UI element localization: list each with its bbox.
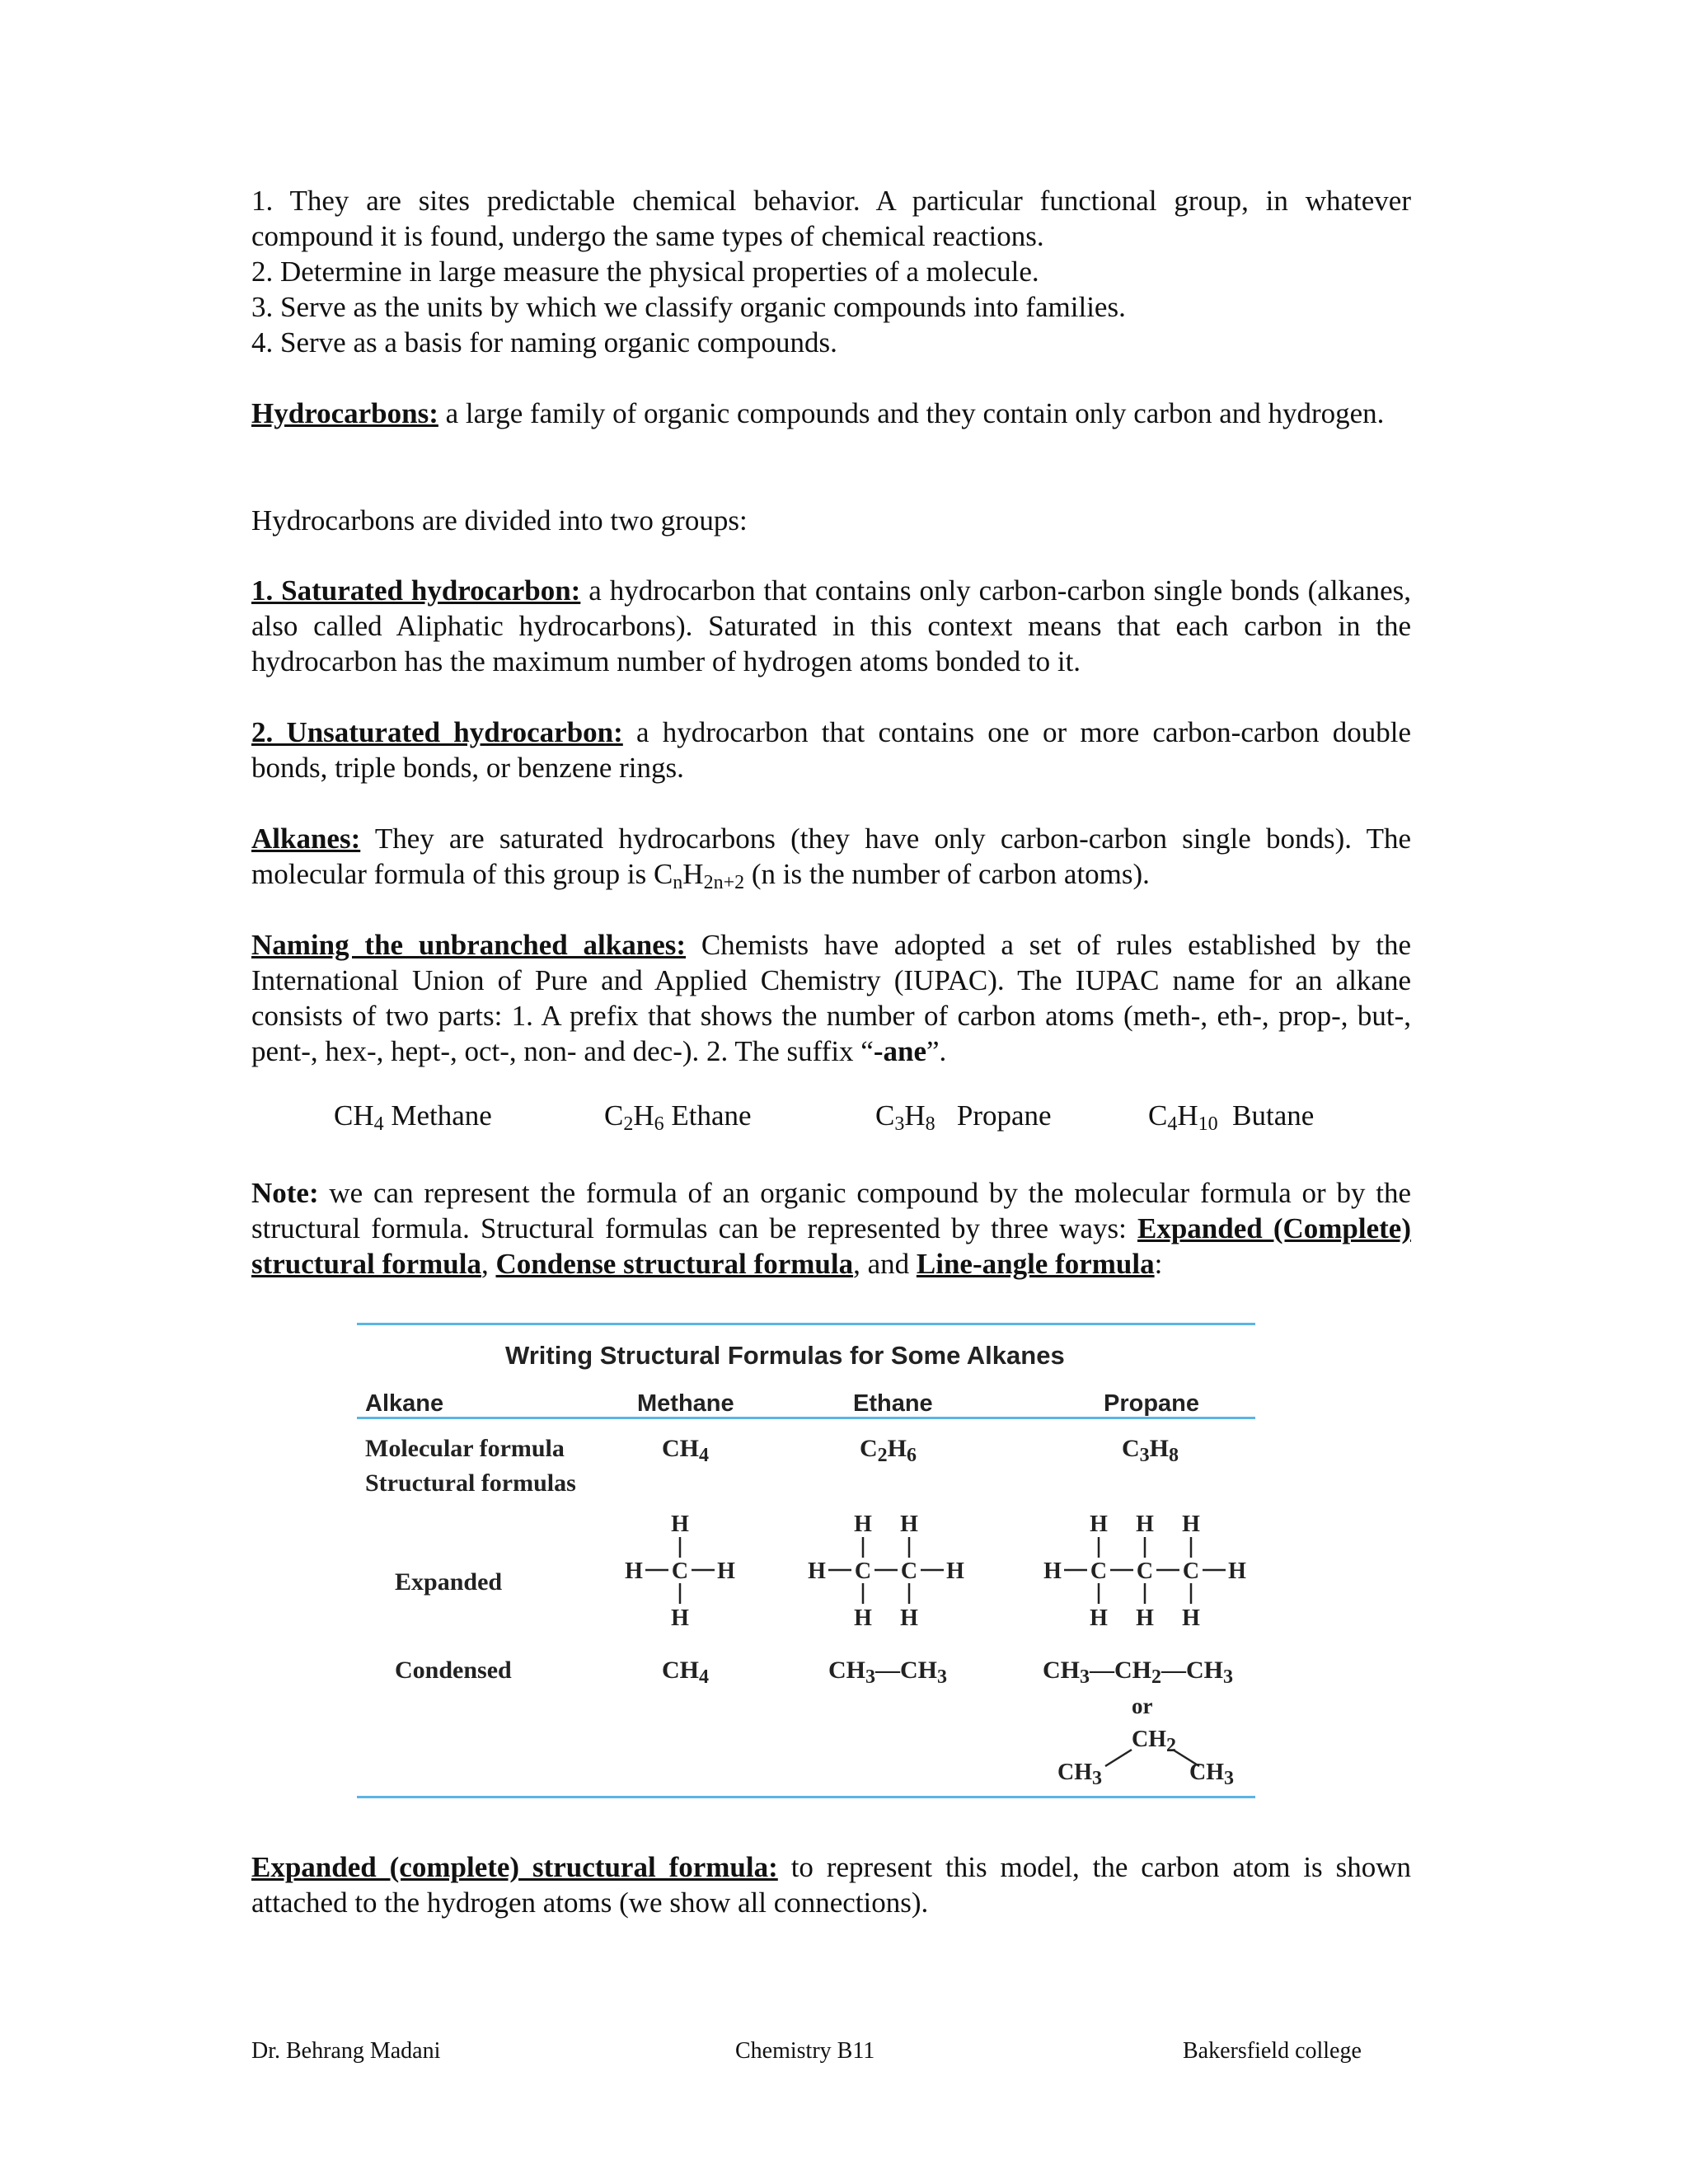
atom-c: C	[671, 1558, 689, 1584]
condensed-formula-term: Condense structural formula	[495, 1248, 854, 1280]
hydrocarbons-definition: a large family of organic compounds and they contain only carbon and hydrogen.	[438, 397, 1385, 429]
molecular-propane: $C_3H_8$	[1122, 1435, 1179, 1466]
condensed-ethane: $CH_3—CH_3$	[828, 1657, 947, 1688]
atom-h: H	[1228, 1558, 1246, 1584]
expanded-structures-diagram	[357, 1323, 1255, 1801]
groups-intro-text: Hydrocarbons are divided into two groups:	[251, 504, 748, 537]
alkanes-term: Alkanes:	[251, 823, 361, 855]
subscript: n	[673, 872, 683, 893]
unsaturated-term: 2. Unsaturated hydrocarbon:	[251, 716, 623, 748]
or-label: or	[1132, 1694, 1153, 1718]
line-angle-ch2: $CH_2$	[1132, 1727, 1176, 1756]
atom-h: H	[1043, 1558, 1062, 1584]
condensed-methane: $CH_4$	[662, 1657, 709, 1688]
atom-h: H	[671, 1511, 689, 1537]
atom-c: C	[900, 1558, 918, 1584]
expanded-term: Expanded (complete) structural formula:	[251, 1851, 778, 1883]
atom-h: H	[671, 1605, 689, 1631]
naming-definition-end: ”.	[926, 1035, 947, 1067]
atom-h: H	[717, 1558, 735, 1584]
atom-h: H	[1182, 1605, 1200, 1631]
row-label-expanded: Expanded	[395, 1568, 503, 1596]
note-term: Note:	[251, 1177, 319, 1209]
header-propane: Propane	[1104, 1390, 1200, 1417]
hydrocarbons-paragraph	[251, 396, 1411, 431]
atom-c: C	[1182, 1558, 1200, 1584]
alkanes-definition-end: (n is the number of carbon atoms).	[744, 858, 1150, 890]
structural-formulas-table	[357, 1323, 1255, 1801]
saturated-paragraph	[251, 573, 1411, 679]
atom-c: C	[1090, 1558, 1108, 1584]
footer-course: Chemistry B11	[735, 2038, 875, 2064]
header-methane: Methane	[637, 1390, 734, 1417]
hydrogen-symbol: H	[682, 858, 704, 890]
alkane-examples	[334, 1099, 1405, 1137]
atom-h: H	[1090, 1511, 1108, 1537]
atom-h: H	[1182, 1511, 1200, 1537]
naming-definition: Chemists have adopted a set of rules established by the International Union of Pure and Applied Chemistry (IUPAC). The IUPAC name for an alkane consists of two parts: 1. A prefix that shows the number of carbon atoms (meth-, eth-, prop-, but-, pent-, hex-, hept-, oct-, non- and dec-). 2. The suffix “	[251, 929, 1412, 1067]
line-angle-ch3-left: $CH_3$	[1057, 1760, 1102, 1789]
hydrocarbons-term: Hydrocarbons:	[251, 397, 438, 429]
atom-h: H	[854, 1511, 872, 1537]
table-title: Writing Structural Formulas for Some Alkanes	[505, 1341, 1065, 1370]
list-item: 2. Determine in large measure the physical properties of a molecule.	[251, 255, 1039, 288]
atom-c: C	[1136, 1558, 1154, 1584]
alkanes-paragraph	[251, 821, 1411, 892]
naming-term: Naming the unbranched alkanes:	[251, 929, 687, 961]
atom-h: H	[900, 1511, 918, 1537]
row-label-condensed: Condensed	[395, 1657, 512, 1684]
ane-suffix: -ane	[873, 1035, 926, 1067]
expanded-formula-term: Expanded (Complete) structural formula	[251, 1212, 1411, 1280]
condensed-propane: $CH_3—CH_2—CH_3$	[1043, 1657, 1233, 1688]
unsaturated-definition: a hydrocarbon that contains one or more carbon-carbon double bonds, triple bonds, or benzene rings.	[251, 716, 1411, 784]
alkanes-definition: They are saturated hydrocarbons (they have only carbon-carbon single bonds). The molecular formula of this group is C	[251, 823, 1411, 890]
expanded-paragraph	[251, 1849, 1411, 1920]
header-ethane: Ethane	[853, 1390, 933, 1417]
atom-h: H	[854, 1605, 872, 1631]
line-angle-formula-term: Line-angle formula	[916, 1248, 1155, 1280]
expanded-definition: to represent this model, the carbon atom is shown attached to the hydrogen atoms (we show all connections).	[251, 1851, 1411, 1919]
molecular-ethane: $C_2H_6$	[860, 1435, 917, 1466]
example-butane: $C_4H_{10}$ Butane	[1148, 1099, 1315, 1135]
saturated-term: 1. Saturated hydrocarbon:	[251, 574, 581, 607]
atom-c: C	[854, 1558, 872, 1584]
footer-college: Bakersfield college	[1183, 2038, 1362, 2064]
atom-h: H	[900, 1605, 918, 1631]
saturated-definition: a hydrocarbon that contains only carbon-carbon single bonds (alkanes, also called Aliphatic hydrocarbons). Saturated in this context means that each carbon in the hydrocarbon has the maximum number of hydrogen atoms bonded to it.	[251, 574, 1411, 677]
line-angle-ch3-right: $CH_3$	[1189, 1760, 1234, 1789]
naming-paragraph	[251, 927, 1411, 1069]
unsaturated-paragraph	[251, 715, 1411, 785]
atom-h: H	[1136, 1605, 1154, 1631]
note-text: we can represent the formula of an organic compound by the molecular formula or by the structural formula. Structural formulas can be represented by three ways:	[251, 1177, 1411, 1244]
functional-group-list	[251, 183, 1411, 360]
subscript: 2n+2	[703, 872, 745, 893]
atom-h: H	[1136, 1511, 1154, 1537]
atom-h: H	[808, 1558, 826, 1584]
atom-h: H	[1090, 1605, 1108, 1631]
row-label-molecular: Molecular formula	[365, 1435, 565, 1462]
header-alkane: Alkane	[365, 1390, 444, 1417]
row-label-structural: Structural formulas	[365, 1469, 576, 1497]
table-bottom-rule	[357, 1796, 1255, 1798]
note-paragraph: Note: we can represent the formula of an organic compound by the molecular formula or by the structural formula. Structural formulas can be represented by three ways: Expanded (Complete) structural formula, Condense structural formula, and Line-angle formula:	[251, 1177, 1411, 1280]
list-item: 4. Serve as a basis for naming organic compounds.	[251, 326, 837, 359]
atom-h: H	[625, 1558, 643, 1584]
list-item: 3. Serve as the units by which we classify organic compounds into families.	[251, 291, 1126, 323]
molecular-methane: $CH_4$	[662, 1435, 709, 1466]
example-ethane: $C_2H_6$ Ethane	[604, 1099, 752, 1135]
groups-intro	[251, 503, 1411, 538]
list-item: 1. They are sites predictable chemical behavior. A particular functional group, in whatever compound it is found, undergo the same types of chemical reactions.	[251, 185, 1411, 252]
footer-author: Dr. Behrang Madani	[251, 2038, 441, 2064]
example-propane: $C_3H_8$ Propane	[875, 1099, 1052, 1135]
example-methane: $CH_4$ Methane	[334, 1099, 492, 1135]
atom-h: H	[946, 1558, 964, 1584]
